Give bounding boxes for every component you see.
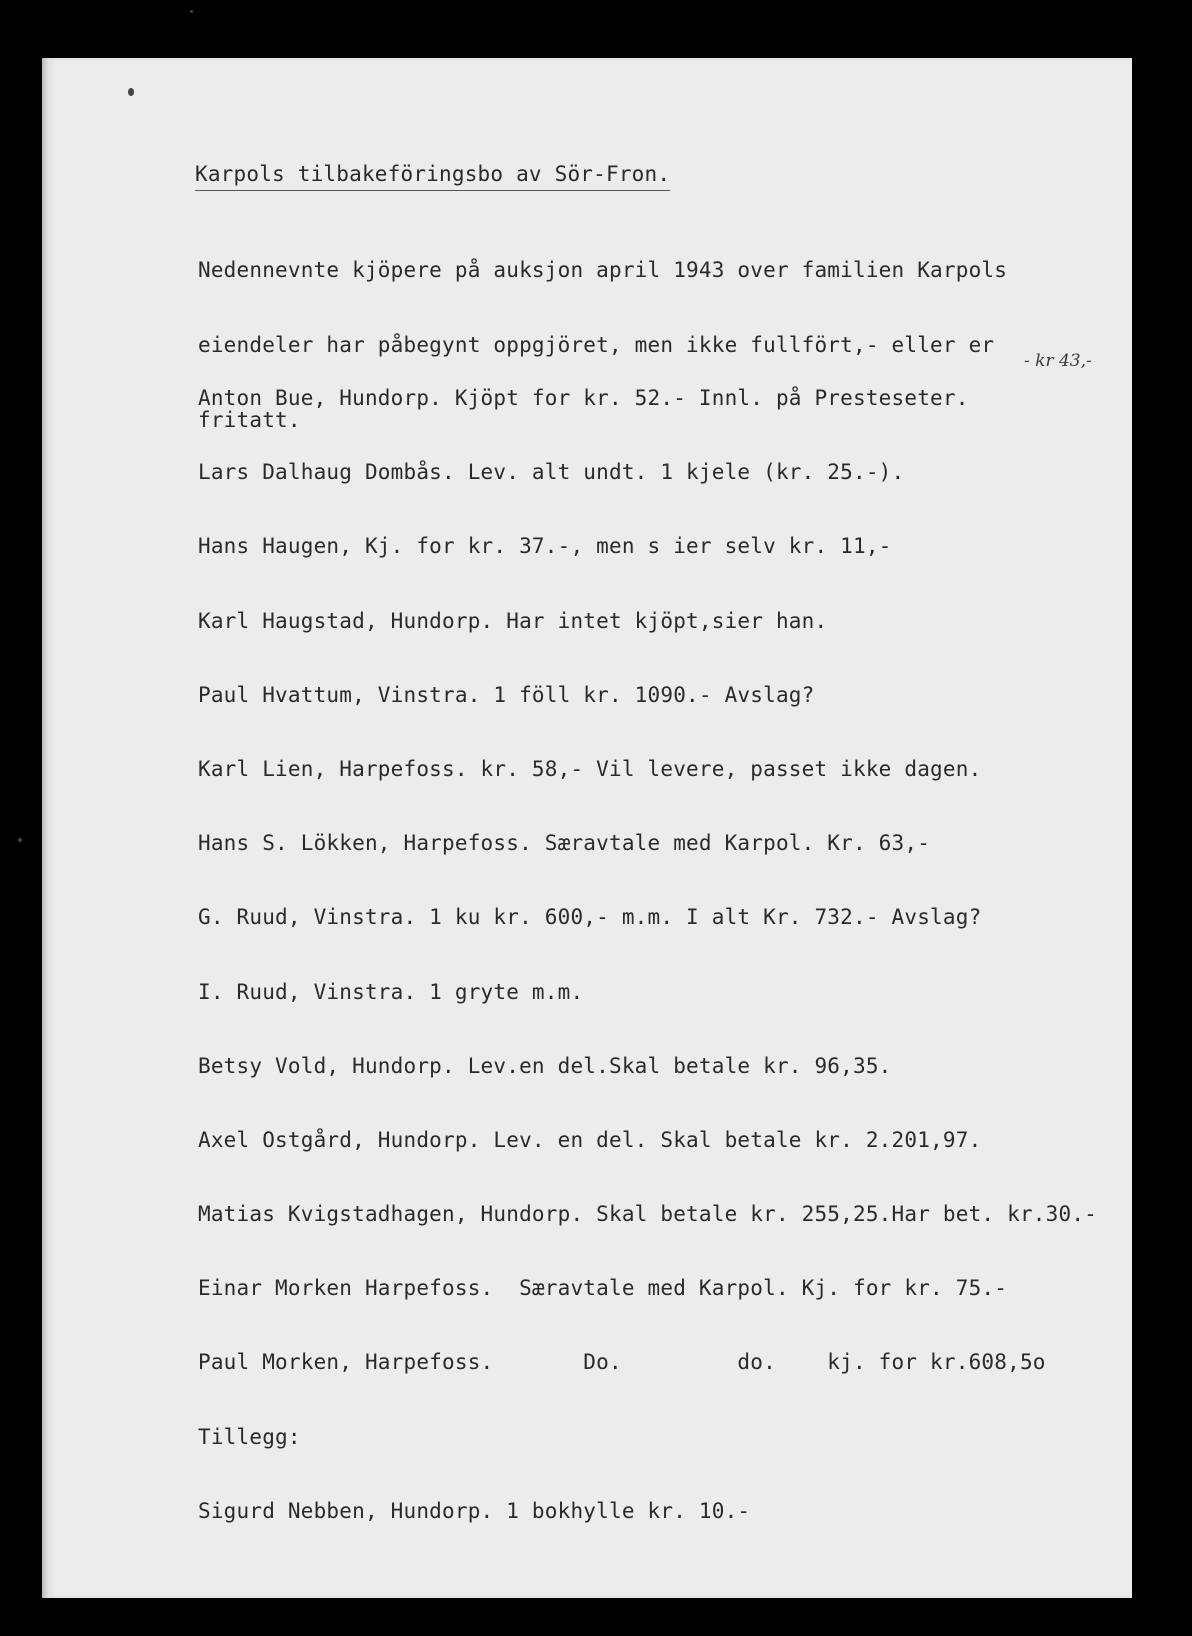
- buyer-entry: Paul Morken, Harpefoss. Do. do. kj. for kr.608,5o: [198, 1350, 1046, 1375]
- buyer-entry: Hans S. Lökken, Harpefoss. Særavtale med Karpol. Kr. 63,-: [198, 831, 931, 856]
- buyer-entry: I. Ruud, Vinstra. 1 gryte m.m.: [198, 979, 584, 1004]
- intro-line: eiendeler har påbegynt oppgjöret, men ikke fullfört,- eller er: [198, 333, 995, 357]
- intro-line: fritatt.: [198, 408, 301, 432]
- buyer-entry: Paul Hvattum, Vinstra. 1 föll kr. 1090.- Avslag?: [198, 682, 815, 707]
- buyer-entry: Karl Lien, Harpefoss. kr. 58,- Vil levere, passet ikke dagen.: [198, 756, 982, 781]
- buyer-entry: Matias Kvigstadhagen, Hundorp. Skal betale kr. 255,25.Har bet. kr.30.-: [198, 1202, 1098, 1227]
- addendum-label: Tillegg:: [198, 1424, 301, 1449]
- buyer-entry: G. Ruud, Vinstra. 1 ku kr. 600,- m.m. I alt Kr. 732.- Avslag?: [198, 905, 982, 930]
- buyer-entry: Betsy Vold, Hundorp. Lev.en del.Skal betale kr. 96,35.: [198, 1053, 892, 1078]
- dust-speck: [18, 838, 22, 842]
- document-heading: Karpols tilbakeföringsbo av Sör-Fron.: [195, 162, 670, 191]
- buyer-entry: Axel Ostgård, Hundorp. Lev. en del. Skal betale kr. 2.201,97.: [198, 1127, 982, 1152]
- handwritten-margin-note: - kr 43,-: [1024, 351, 1092, 371]
- intro-line: Nedennevnte kjöpere på auksjon april 1943 over familien Karpols: [198, 258, 1008, 282]
- buyer-entry: Sigurd Nebben, Hundorp. 1 bokhylle kr. 10.-: [198, 1498, 751, 1523]
- buyer-entry: Karl Haugstad, Hundorp. Har intet kjöpt,sier han.: [198, 608, 828, 633]
- buyer-list: [198, 336, 1128, 1548]
- buyer-entry: Anton Bue, Hundorp. Kjöpt for kr. 52.- Innl. på Presteseter.: [198, 386, 969, 410]
- buyer-entry: Hans Haugen, Kj. for kr. 37.-, men s ier selv kr. 11,-: [198, 534, 892, 559]
- buyer-entry: Lars Dalhaug Dombås. Lev. alt undt. 1 kjele (kr. 25.-).: [198, 460, 905, 485]
- dust-speck: [128, 88, 134, 96]
- page-edge-shadow: [42, 58, 50, 1598]
- dust-speck: [190, 10, 193, 13]
- buyer-entry: Einar Morken Harpefoss. Særavtale med Karpol. Kj. for kr. 75.-: [198, 1276, 1008, 1301]
